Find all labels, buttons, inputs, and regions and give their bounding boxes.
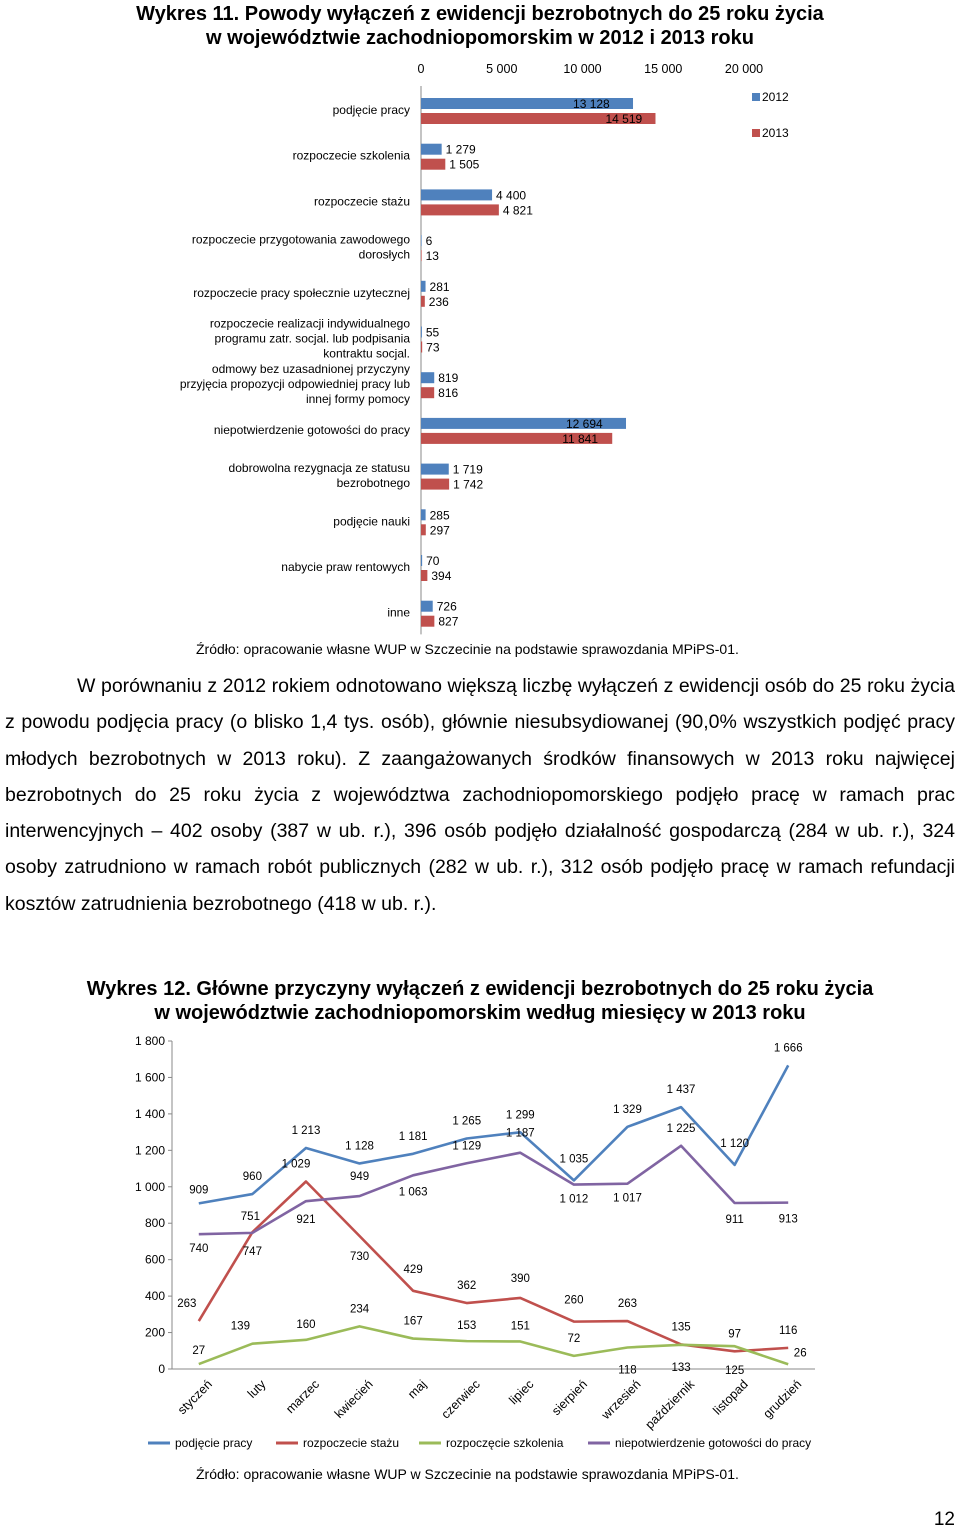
chart2-data-label: 1 329 (613, 1103, 642, 1116)
chart1-source: Źródło: opracowanie własne WUP w Szczecinie na podstawie sprawozdania MPiPS-01. (196, 641, 739, 657)
chart2-xtick-label: styczeń (175, 1377, 215, 1418)
chart2-xtick-label: czerwiec (438, 1377, 483, 1422)
chart1-category-label (193, 286, 410, 300)
chart2-series-line (199, 1326, 788, 1364)
chart2-legend-label: niepotwierdzenie gotowości do pracy (615, 1436, 812, 1450)
chart1-bar-2012 (421, 144, 442, 155)
chart1-bar-2012 (421, 509, 426, 520)
chart2-ytick-label: 1 400 (134, 1106, 165, 1121)
chart1-bar-2012 (421, 601, 433, 612)
chart1-category-label-line: kontraktu socjal. (323, 346, 410, 361)
chart2-data-label: 390 (510, 1272, 530, 1285)
chart1-data-label: 11 841 (562, 431, 599, 446)
chart2-data-label: 263 (177, 1298, 197, 1311)
chart2-data-label: 909 (189, 1184, 209, 1197)
chart1-category-label-line: programu zatr. socjal. lub podpisania (214, 331, 410, 346)
chart2-data-label: 1 437 (666, 1084, 696, 1097)
chart1-data-label: 726 (436, 599, 457, 614)
chart1-bar-2012 (421, 281, 426, 292)
chart1-title-line1: Wykres 11. Powody wyłączeń z ewidencji bezrobotnych do 25 roku życia (136, 3, 824, 25)
chart1-category-label (281, 560, 410, 574)
chart2-legend-label: podjęcie pracy (175, 1436, 253, 1450)
chart1-category-label (314, 194, 410, 208)
chart2-data-label: 26 (793, 1347, 807, 1360)
chart1-title (0, 2, 960, 50)
chart2-data-label: 1 187 (505, 1127, 535, 1140)
chart2-title-line2: w województwie zachodniopomorskim według miesięcy w 2013 roku (154, 1002, 806, 1024)
chart1-data-label: 73 (426, 340, 440, 355)
chart1-bar-2013 (421, 387, 434, 398)
chart2-data-label: 151 (510, 1320, 530, 1333)
chart2-data-label: 27 (192, 1345, 206, 1358)
chart2-xtick-label: kwiecień (331, 1377, 376, 1422)
chart2-ytick-label: 1 800 (134, 1034, 165, 1048)
chart1-data-label: 13 (425, 249, 439, 264)
chart2-legend-label: rozpoczecie stażu (303, 1436, 400, 1450)
chart1-bar-2012 (421, 327, 422, 338)
chart2-data-label: 118 (618, 1364, 637, 1377)
chart2-ytick-label: 1 200 (134, 1143, 165, 1158)
chart2-data-label: 72 (567, 1332, 581, 1345)
chart1-category-label-line: niepotwierdzenie gotowości do pracy (213, 422, 410, 437)
chart1-data-label: 281 (429, 279, 450, 294)
chart1-data-label: 70 (426, 554, 440, 568)
chart2-data-label: 1 128 (345, 1140, 374, 1153)
chart2-data-label: 1 129 (452, 1140, 482, 1153)
chart1-data-label: 14 519 (605, 112, 643, 126)
chart2-ytick-label: 0 (158, 1362, 165, 1376)
chart2-data-label: 921 (296, 1214, 316, 1227)
chart1-bar-2013 (421, 616, 434, 627)
body-paragraph: W porównaniu z 2012 rokiem odnotowano większą liczbę wyłączeń z ewidencji osób do 25 roku życia z powodu podjęcia pracy (o blisko 1,4 tys. osób), głównie niesubsydiowanej (90,0% wszystkich podjęć pracy młodych bezrobotnych w 2013 roku). Z zaangażowanych środków finansowych w 2013 roku najwięcej bezrobotnych do 25 roku życia z województwa zachodniopomorskiego podjęło pracę w ramach prac interwencyjnych – 402 osoby (387 w ub. r.), 396 osób podjęło działalność gospodarczą (284 w ub. r.), 324 osoby zatrudniono w ramach robót publicznych (282 w ub. r.), 312 osób podjęło pracę w ramach refundacji kosztów zatrudnienia bezrobotnego (418 w ub. r.). (5, 675, 955, 915)
chart1-data-label: 13 128 (573, 97, 610, 111)
chart2-data-label: 125 (725, 1365, 745, 1378)
chart1-category-label-line: rozpoczecie szkolenia (292, 148, 410, 163)
chart1-xtick-label: 15 000 (644, 62, 683, 76)
chart1-category-label-line: inne (387, 605, 410, 620)
chart2-title (0, 977, 960, 1025)
chart1-data-label: 1 742 (453, 477, 484, 492)
chart1-bar-2013 (421, 479, 449, 490)
chart1-data-label: 4 821 (502, 203, 533, 218)
chart1-data-label: 236 (428, 294, 449, 309)
chart1-bar-2012 (421, 464, 449, 475)
chart2-ytick-label: 600 (144, 1252, 165, 1267)
chart1-category-label-line: dobrowolna rezygnacja ze statusu (228, 461, 410, 476)
chart2-data-label: 913 (778, 1213, 798, 1226)
chart2-xtick-label: lipiec (506, 1377, 537, 1408)
chart2-data-label: 1 666 (773, 1042, 803, 1055)
chart1-data-label: 816 (438, 386, 459, 401)
chart2-xtick-label: maj (405, 1377, 430, 1402)
chart2-data-label: 751 (240, 1211, 260, 1224)
chart1-data-label: 1 279 (445, 142, 476, 157)
chart2-data-label: 234 (349, 1303, 370, 1316)
chart1-category-label-line: podjęcie pracy (332, 103, 410, 117)
chart1-data-label: 1 719 (452, 462, 483, 477)
chart2-data-label: 153 (457, 1320, 477, 1333)
chart2-data-label: 139 (230, 1320, 250, 1333)
chart2-ytick-label: 200 (144, 1325, 165, 1340)
chart2-title-line1: Wykres 12. Główne przyczyny wyłączeń z ewidencji bezrobotnych do 25 roku życia (86, 978, 874, 1000)
chart1-bar-2012 (421, 555, 422, 566)
chart1-category-label (180, 362, 410, 406)
chart2-data-label: 1 012 (559, 1193, 589, 1206)
chart1-data-label: 55 (425, 325, 440, 340)
chart1-category-label (192, 233, 410, 262)
chart2-data-label: 730 (349, 1250, 370, 1263)
chart2-data-label: 167 (403, 1315, 423, 1328)
chart2-source: Źródło: opracowanie własne WUP w Szczecinie na podstawie sprawozdania MPiPS-01. (196, 1466, 739, 1482)
chart2-ytick-label: 1 000 (134, 1179, 165, 1194)
chart1-category-label-line: podjęcie nauki (333, 514, 410, 529)
chart2-data-label: 260 (564, 1294, 584, 1307)
chart2-data-label: 1 017 (613, 1192, 642, 1205)
chart2-xtick-label: wrzesień (598, 1377, 644, 1423)
chart1-category-label-line: rozpoczecie stażu (313, 194, 410, 209)
chart2-data-label: 960 (242, 1171, 262, 1184)
chart2-data-label: 1 029 (281, 1158, 311, 1171)
chart1-data-label: 4 400 (496, 188, 527, 203)
chart1-category-label-line: dorosłych (358, 247, 410, 262)
chart1-category-label (387, 606, 410, 620)
chart2-ytick-label: 800 (144, 1216, 165, 1231)
chart2-data-label: 911 (725, 1213, 744, 1226)
chart2-xtick-label: sierpień (549, 1377, 590, 1419)
chart1-data-label: 285 (429, 508, 450, 523)
chart2-data-label: 135 (671, 1321, 691, 1334)
chart2-data-label: 133 (671, 1361, 691, 1374)
chart1-bar-2013 (421, 524, 426, 535)
chart1-data-label: 6 (425, 234, 433, 249)
chart1-data-label: 819 (438, 371, 459, 386)
chart2-data-label: 740 (189, 1243, 209, 1256)
chart1-category-label (333, 514, 410, 528)
chart2-xtick-label: marzec (283, 1377, 323, 1417)
chart1-category-label-line: nabycie praw rentowych (281, 560, 410, 574)
chart1-data-label: 394 (431, 569, 452, 583)
chart1-category-label-line: odmowy bez uzasadnionej przyczyny (211, 362, 410, 377)
chart1-data-label: 12 694 (566, 416, 603, 431)
chart2-data-label: 429 (403, 1263, 423, 1276)
chart1-legend-swatch-2013 (752, 129, 760, 137)
chart1-legend-label: 2012 (762, 90, 789, 104)
chart2-data-label: 1 120 (720, 1137, 750, 1150)
chart1-category-label (214, 423, 410, 437)
chart1-xtick-label: 10 000 (563, 62, 602, 76)
chart2-data-label: 97 (728, 1328, 742, 1341)
page-number: 12 (933, 1509, 955, 1530)
chart1-bar-2012 (421, 235, 422, 246)
chart1-category-label-line: rozpoczecie realizacji indywidualnego (209, 316, 410, 331)
chart1-data-label: 297 (429, 523, 450, 538)
chart2-data-label: 747 (242, 1245, 262, 1258)
chart1-bar-2012 (421, 189, 492, 200)
chart1-category-label (210, 317, 410, 361)
chart2-data-label: 1 265 (452, 1115, 482, 1128)
chart1-bar-2013 (421, 296, 425, 307)
chart2-data-label: 1 225 (666, 1122, 696, 1135)
chart1-bar-2013 (421, 159, 445, 170)
chart1-data-label: 827 (438, 614, 459, 629)
chart1-data-label: 1 505 (449, 157, 480, 172)
chart2-data-label: 116 (779, 1324, 798, 1337)
chart1-xtick-label: 5 000 (486, 62, 518, 76)
chart2-data-label: 362 (457, 1280, 477, 1293)
chart2-data-label: 1 213 (291, 1124, 321, 1137)
chart1-category-label-line: innej formy pomocy (305, 392, 410, 407)
chart1-category-label (293, 149, 411, 163)
chart1-category-label (333, 103, 410, 117)
chart1-category-label-line: rozpoczecie przygotowania zawodowego (191, 232, 410, 247)
chart1-bar-2013 (421, 250, 422, 261)
chart2-xtick-label: październik (642, 1377, 698, 1432)
chart2-data-label: 160 (296, 1318, 316, 1331)
chart1-category-label-line: przyjęcia propozycji odpowiedniej pracy lub (179, 377, 410, 392)
chart2-data-label: 1 181 (398, 1130, 428, 1143)
chart2-series-line (199, 1065, 788, 1203)
chart1-bar-2013 (421, 570, 427, 581)
chart1-bar-2013 (421, 342, 422, 353)
chart2-data-label: 1 063 (398, 1186, 428, 1199)
chart1-bar-2013 (421, 204, 499, 215)
chart1-title-line2: w województwie zachodniopomorskim w 2012 i 2013 roku (206, 27, 754, 49)
chart2-data-label: 1 035 (559, 1153, 589, 1166)
chart1-xtick-label: 20 000 (724, 62, 764, 76)
chart1-category-label-line: rozpoczecie pracy społecznie uzytecznej (193, 285, 410, 300)
chart1-legend-label: 2013 (762, 126, 789, 140)
chart2-line-chart (0, 1030, 960, 1462)
chart1-bar-2012 (421, 372, 434, 383)
chart2-xtick-label: grudzień (760, 1377, 805, 1422)
chart1-category-label-line: bezrobotnego (336, 476, 410, 491)
chart2-xtick-label: listopad (710, 1377, 751, 1418)
chart1-xtick-label: 0 (417, 62, 425, 76)
chart1-category-label (229, 461, 411, 490)
chart2-data-label: 949 (349, 1171, 370, 1184)
chart2-data-label: 1 299 (505, 1109, 535, 1122)
chart2-data-label: 263 (617, 1298, 638, 1311)
chart1-legend-swatch-2012 (752, 93, 760, 101)
chart1-bar-chart (0, 55, 960, 640)
chart2-ytick-label: 1 600 (134, 1070, 165, 1085)
chart2-series-line (199, 1181, 788, 1351)
chart2-ytick-label: 400 (144, 1289, 165, 1304)
chart2-xtick-label: luty (244, 1377, 269, 1401)
chart2-legend-label: rozpoczęcie szkolenia (446, 1436, 564, 1450)
